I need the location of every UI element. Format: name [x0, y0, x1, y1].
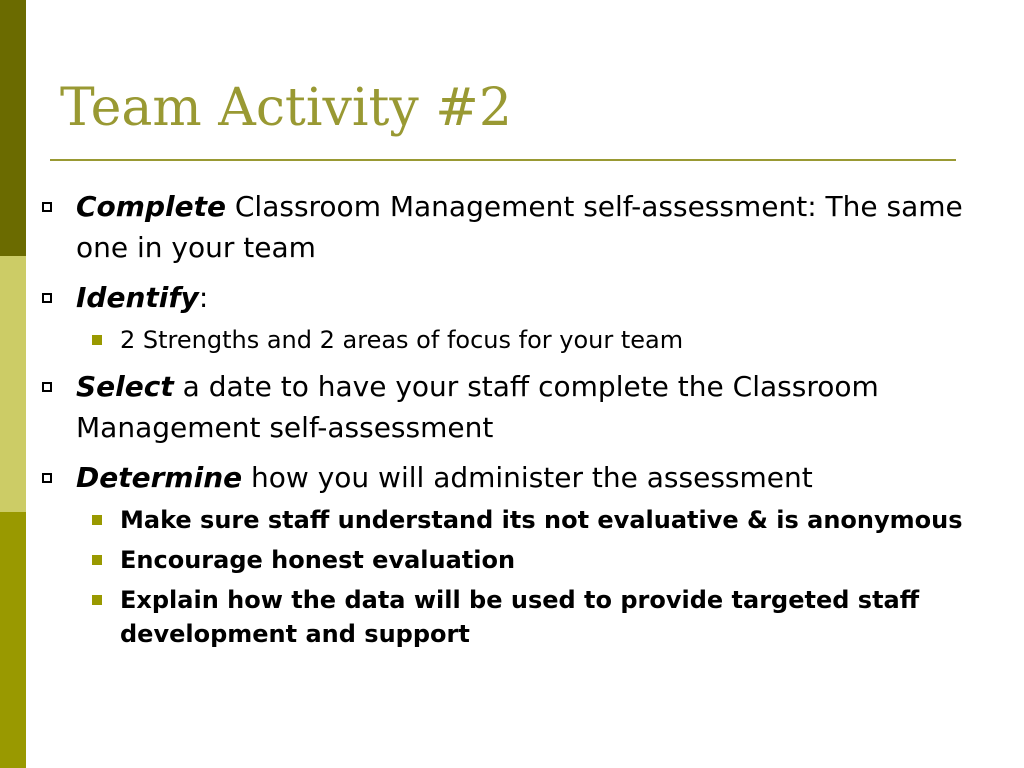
sub-bullet-item [36, 323, 976, 357]
filled-square-bullet-icon [92, 335, 102, 345]
hollow-square-bullet-icon [42, 473, 52, 483]
bullet-item-complete [36, 186, 976, 268]
sidebar-segment-middle [0, 256, 26, 512]
sub-bullet-list-determine [36, 503, 976, 651]
bullet-text: Classroom Management self-assessment: The same one in your team [76, 190, 963, 264]
sub-bullet-item [36, 503, 976, 537]
bullet-item-identify [36, 277, 976, 318]
bullet-text: : [198, 281, 209, 314]
title-divider [50, 159, 956, 161]
hollow-square-bullet-icon [42, 202, 52, 212]
sub-bullet-list-identify [36, 323, 976, 357]
bullet-keyword: Complete [76, 190, 226, 223]
sidebar-accent-bar [0, 0, 26, 768]
bullet-keyword: Identify [76, 281, 199, 314]
filled-square-bullet-icon [92, 595, 102, 605]
bullet-text: a date to have your staff complete the Classroom Management self-assessment [76, 370, 879, 444]
sub-bullet-text: Encourage honest evaluation [120, 546, 516, 574]
slide-content [36, 186, 976, 660]
bullet-item-determine [36, 457, 976, 498]
sub-bullet-item [36, 583, 976, 651]
bullet-keyword: Determine [76, 461, 243, 494]
bullet-text: how you will administer the assessment [242, 461, 813, 494]
slide-title: Team Activity #2 [60, 78, 512, 138]
sidebar-segment-top [0, 0, 26, 256]
sub-bullet-text: Explain how the data will be used to provide targeted staff development and support [120, 586, 920, 648]
sub-bullet-item [36, 543, 976, 577]
bullet-keyword: Select [76, 370, 174, 403]
hollow-square-bullet-icon [42, 293, 52, 303]
filled-square-bullet-icon [92, 555, 102, 565]
sub-bullet-text: Make sure staff understand its not evaluative & is anonymous [120, 506, 963, 534]
filled-square-bullet-icon [92, 515, 102, 525]
hollow-square-bullet-icon [42, 382, 52, 392]
sidebar-segment-bottom [0, 512, 26, 768]
bullet-item-select [36, 366, 976, 448]
sub-bullet-text: 2 Strengths and 2 areas of focus for your team [120, 326, 684, 354]
